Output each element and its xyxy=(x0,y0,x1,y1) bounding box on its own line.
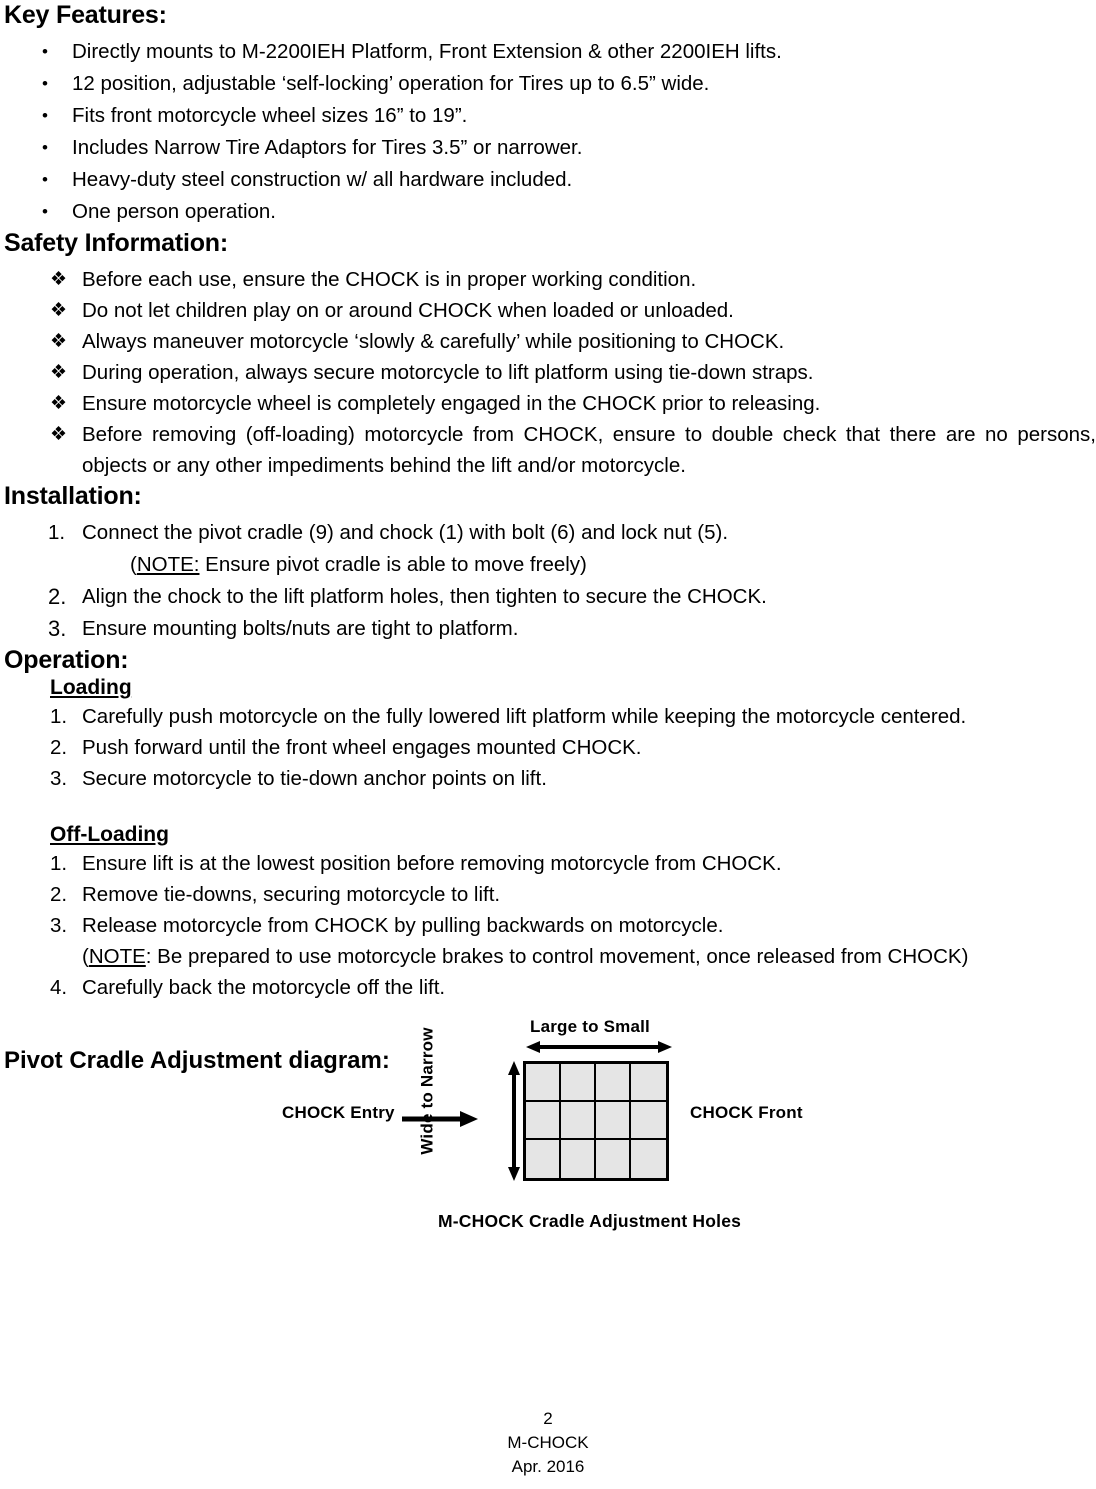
list-item-text: Remove tie-downs, securing motorcycle to lift. xyxy=(82,883,501,906)
list-item xyxy=(0,581,1096,613)
list-item-text: Before removing (off-loading) motorcycle from CHOCK, ensure to double check that there are no persons, objects or any other impediments behind the lift and/or motorcycle. xyxy=(82,423,1096,477)
bullet-icon: • xyxy=(42,74,48,93)
grid-cell xyxy=(631,1140,666,1178)
list-item xyxy=(50,701,1096,732)
grid-cell xyxy=(631,1102,666,1140)
list-item xyxy=(0,36,1096,68)
list-item-number: 3. xyxy=(48,616,67,641)
list-item-number: 1. xyxy=(50,705,68,728)
list-item-number: 2. xyxy=(50,883,68,906)
cradle-adjustment-diagram xyxy=(282,1015,860,1245)
list-item xyxy=(0,164,1096,196)
grid-cell xyxy=(561,1140,596,1178)
list-item xyxy=(0,295,1096,326)
list-item-text: Ensure mounting bolts/nuts are tight to platform. xyxy=(82,617,519,640)
off-loading-title: Off-Loading xyxy=(50,823,169,846)
list-item xyxy=(0,419,1096,481)
list-item-text: Release motorcycle from CHOCK by pulling backwards on motorcycle. xyxy=(82,914,724,937)
loading-list xyxy=(50,701,1096,794)
off-loading-note xyxy=(82,941,1096,972)
off-loading-list xyxy=(50,848,1096,1003)
installation-list xyxy=(0,517,1096,645)
list-item xyxy=(0,132,1096,164)
note-open-paren: ( xyxy=(82,945,89,968)
grid-cell xyxy=(561,1102,596,1140)
list-item-text: Always maneuver motorcycle ‘slowly & carefully’ while positioning to CHOCK. xyxy=(82,330,785,353)
list-item xyxy=(0,264,1096,295)
note-text: : Be prepared to use motorcycle brakes to control movement, once released from CHOCK) xyxy=(145,945,969,968)
diagram-label-large-to-small: Large to Small xyxy=(530,1017,650,1036)
grid-cell xyxy=(596,1140,631,1178)
grid-cell xyxy=(526,1102,561,1140)
note-label: NOTE xyxy=(88,945,146,968)
cradle-adjustment-holes-grid xyxy=(523,1061,669,1181)
list-item xyxy=(0,100,1096,132)
list-item xyxy=(50,732,1096,763)
list-item-number: 4. xyxy=(50,976,68,999)
diamond-bullet-icon: ❖ xyxy=(50,393,68,414)
diamond-bullet-icon: ❖ xyxy=(50,269,68,290)
bullet-icon: • xyxy=(42,170,48,189)
list-item-text: Carefully push motorcycle on the fully lowered lift platform while keeping the motorcycle centered. xyxy=(82,705,967,728)
pivot-cradle-diagram-title: Pivot Cradle Adjustment diagram: xyxy=(4,1047,390,1074)
list-item-text: Ensure lift is at the lowest position before removing motorcycle from CHOCK. xyxy=(82,852,782,875)
large-to-small-arrow-icon xyxy=(526,1039,672,1055)
chock-entry-arrow-icon xyxy=(402,1111,478,1127)
list-item xyxy=(50,879,1096,910)
footer-doc-name: M-CHOCK xyxy=(507,1433,589,1452)
list-item-number: 2. xyxy=(48,584,67,609)
loading-block xyxy=(50,675,1096,1003)
bullet-icon: • xyxy=(42,42,48,61)
list-item xyxy=(0,388,1096,419)
grid-cell xyxy=(561,1064,596,1102)
list-item xyxy=(50,763,1096,794)
list-item-number: 2. xyxy=(50,736,68,759)
list-item xyxy=(0,196,1096,228)
note-open-paren: ( xyxy=(130,553,137,576)
bullet-icon: • xyxy=(42,106,48,125)
list-item xyxy=(50,848,1096,879)
list-item-text: Connect the pivot cradle (9) and chock (1) with bolt (6) and lock nut (5). xyxy=(82,521,729,544)
bullet-icon: • xyxy=(42,202,48,221)
note-label: NOTE: xyxy=(136,553,200,576)
installation-note xyxy=(130,549,1096,581)
spacer xyxy=(50,794,1096,822)
diagram-label-chock-entry: CHOCK Entry xyxy=(282,1103,395,1122)
grid-cell xyxy=(631,1064,666,1102)
diamond-bullet-icon: ❖ xyxy=(50,331,68,352)
diagram-caption: M-CHOCK Cradle Adjustment Holes xyxy=(438,1211,742,1231)
list-item xyxy=(0,613,1096,645)
list-item-text: Before each use, ensure the CHOCK is in proper working condition. xyxy=(82,268,697,291)
installation-heading: Installation: xyxy=(4,482,142,510)
diagram-label-chock-front: CHOCK Front xyxy=(690,1103,803,1122)
footer-page-number: 2 xyxy=(543,1409,553,1428)
key-features-list xyxy=(0,36,1096,228)
diamond-bullet-icon: ❖ xyxy=(50,362,68,383)
wide-to-narrow-arrow-icon xyxy=(506,1061,522,1181)
list-item xyxy=(0,68,1096,100)
list-item xyxy=(0,357,1096,388)
key-features-heading: Key Features: xyxy=(4,1,167,29)
list-item-number: 3. xyxy=(50,914,68,937)
grid-cell xyxy=(596,1102,631,1140)
bullet-icon: • xyxy=(42,138,48,157)
list-item-text: Do not let children play on or around CHOCK when loaded or unloaded. xyxy=(82,299,734,322)
diagram-label-wide-to-narrow: Wide to Narrow xyxy=(417,1027,437,1155)
loading-title: Loading xyxy=(50,676,132,699)
diamond-bullet-icon: ❖ xyxy=(50,424,68,445)
safety-information-heading: Safety Information: xyxy=(4,229,228,257)
list-item-text: One person operation. xyxy=(72,200,276,223)
list-item-number: 1. xyxy=(48,521,66,544)
list-item-text: 12 position, adjustable ‘self-locking’ operation for Tires up to 6.5” wide. xyxy=(72,72,710,95)
list-item-text: Align the chock to the lift platform holes, then tighten to secure the CHOCK. xyxy=(82,585,767,608)
pivot-cradle-diagram-section xyxy=(0,1015,1096,1265)
list-item xyxy=(50,910,1096,941)
list-item-text: Directly mounts to M-2200IEH Platform, Front Extension & other 2200IEH lifts. xyxy=(72,40,782,63)
operation-heading: Operation: xyxy=(4,646,129,674)
list-item-text: Ensure motorcycle wheel is completely engaged in the CHOCK prior to releasing. xyxy=(82,392,821,415)
list-item-text: Secure motorcycle to tie-down anchor points on lift. xyxy=(82,767,547,790)
diamond-bullet-icon: ❖ xyxy=(50,300,68,321)
safety-information-list xyxy=(0,264,1096,481)
grid-cell xyxy=(596,1064,631,1102)
list-item-text: Heavy-duty steel construction w/ all hardware included. xyxy=(72,168,573,191)
grid-cell xyxy=(526,1140,561,1178)
list-item-text: During operation, always secure motorcycle to lift platform using tie-down straps. xyxy=(82,361,814,384)
grid-cell xyxy=(526,1064,561,1102)
list-item xyxy=(0,517,1096,549)
list-item xyxy=(0,326,1096,357)
list-item-number: 1. xyxy=(50,852,68,875)
list-item xyxy=(50,972,1096,1003)
list-item-text: Includes Narrow Tire Adaptors for Tires 3.5” or narrower. xyxy=(72,136,583,159)
list-item-text: Push forward until the front wheel engages mounted CHOCK. xyxy=(82,736,642,759)
footer-date: Apr. 2016 xyxy=(511,1457,585,1476)
note-text: Ensure pivot cradle is able to move freely) xyxy=(199,553,587,576)
list-item-text: Carefully back the motorcycle off the lift. xyxy=(82,976,446,999)
list-item-number: 3. xyxy=(50,767,68,790)
page-footer xyxy=(0,1407,1096,1479)
list-item-text: Fits front motorcycle wheel sizes 16” to 19”. xyxy=(72,104,468,127)
